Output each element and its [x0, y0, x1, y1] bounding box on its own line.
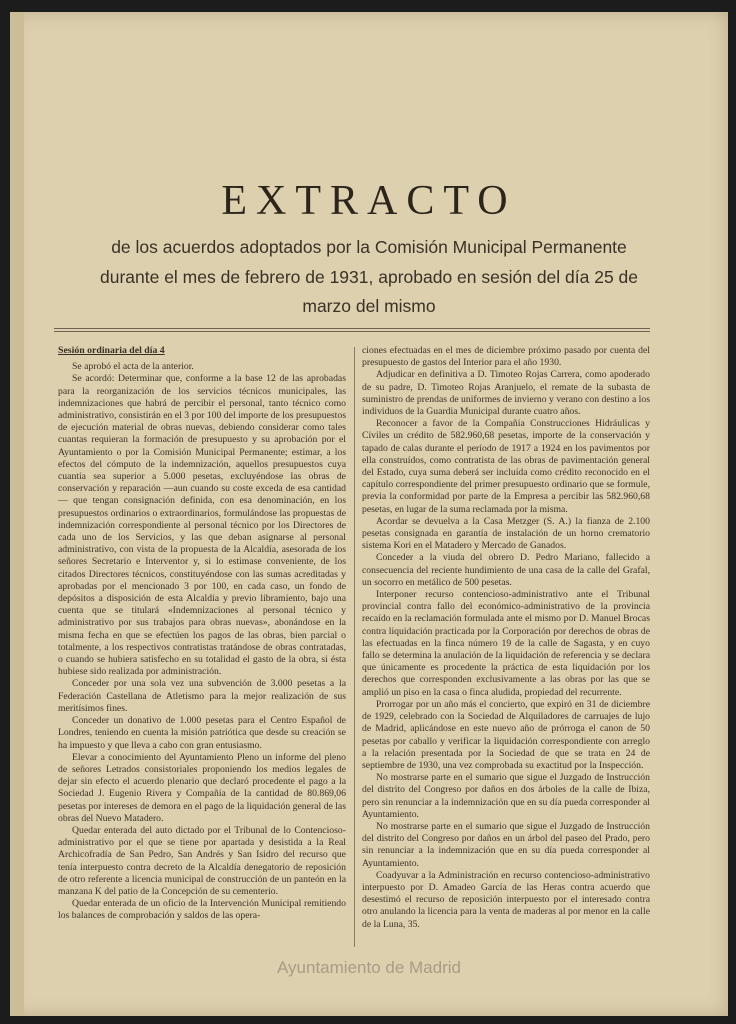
document-page	[10, 12, 728, 1016]
left-column	[58, 345, 346, 923]
page-edge	[10, 12, 24, 1016]
paragraph: Quedar enterada de un oficio de la Intervención Municipal remitiendo los balances de comprobación y saldos de las opera-	[58, 898, 346, 922]
paragraph: Conceder por una sola vez una subvención de 3.000 pesetas a la Federación Castellana de Atletismo para la mejor realización de sus meritísimos fines.	[58, 678, 346, 714]
subtitle-line-2: durante el mes de febrero de 1931, aprobado en sesión del día 25 de	[99, 267, 639, 287]
paragraph: Coadyuvar a la Administración en recurso contencioso-administrativo interpuesto por D. Amadeo García de las Heras contra acuerdo que desestimó el recurso de reposición interpuesto por el interesado contra otro anulando la licencia para la venta de maderas al por menor en la calle de la Luna, 35.	[362, 869, 650, 930]
right-column	[362, 345, 650, 931]
session-heading: Sesión ordinaria del día 4	[58, 345, 165, 356]
watermark: Ayuntamiento de Madrid	[277, 958, 461, 977]
paragraph: Se aprobó el acta de la anterior.	[72, 361, 194, 373]
paragraph: Conceder un donativo de 1.000 pesetas para el Centro Español de Londres, teniendo en cuenta la misión patriótica que desde su creación se ha impuesto y que lleva a cabo con gran entusiasmo.	[58, 715, 346, 751]
subtitle-line-1: de los acuerdos adoptados por la Comisión Municipal Permanente	[111, 237, 627, 257]
double-rule-bottom	[54, 331, 650, 332]
paragraph: ciones efectuadas en el mes de diciembre próximo pasado por cuenta del presupuesto de gastos del Interior para el año 1930.	[362, 345, 650, 369]
paragraph: Acordar se devuelva a la Casa Metzger (S. A.) la fianza de 2.100 pesetas consignada en garantía de instalación de un horno crematorio sistema Kori en el Matadero y Mercado de Ganados.	[362, 515, 650, 552]
double-rule-top	[54, 328, 650, 329]
paragraph: Elevar a conocimiento del Ayuntamiento Pleno un informe del pleno de señores Letrados consistoriales proponiendo los medios legales de dejar sin efecto el acuerdo plenario que declaró procedente el pago a la Sociedad J. Eugenio Rivera y Compañía de la cantidad de 80.869,06 pesetas por intereses de demora en el pago de la liquidación general de las obras del Nuevo Matadero.	[58, 751, 346, 824]
paragraph: No mostrarse parte en el sumario que sigue el Juzgado de Instrucción del distrito del Congreso por daños en un árbol del paseo del Prado, pero sin renunciar a la indemnización que en su día pueda corresponder al Ayuntamiento.	[362, 820, 650, 869]
column-divider	[354, 347, 355, 947]
paragraph: Quedar enterada del auto dictado por el Tribunal de lo Contencioso-administrativo por el que se tiene por apartada y desistida a la Real Archicofradía de San Pedro, San Andrés y San Isidro del recurso que tenía interpuesto contra decreto de la Alcaldía denegatorio de reposición de otro referente a licencia municipal de construcción de un panteón en la manzana K del patio de la Concepción de su cementerio.	[58, 824, 346, 897]
paragraph: Prorrogar por un año más el concierto, que expiró en 31 de diciembre de 1929, celebrado con la Sociedad de Alquiladores de carruajes de lujo de Madrid, aplicándose en este nuevo año de prórroga el canon de 50 pesetas por caballo y verificar la liquidación correspondiente con arreglo a la relación presentada por la Sociedad de que se trata en 24 de septiembre de 1930, una vez comprobada su exactitud por la Inspección.	[362, 698, 650, 771]
paragraph: Reconocer a favor de la Compañía Construcciones Hidráulicas y Civiles un crédito de 582.960,68 pesetas, importe de la conservación y tapado de calas durante el período de 1917 a 1924 en los pavimentos por ella construídos, como contratista de las obras de pavimentación general del Estado, cuya suma deberá ser incluída como crédito reconocido en el capítulo correspondiente del primer presupuesto ordinario que se formule, previa la conformidad por parte de la Empresa a percibir las 582.960,68 pesetas, en lugar de la suma reclamada por la misma.	[362, 418, 650, 515]
page-title: EXTRACTO	[221, 178, 517, 224]
paragraph: Adjudicar en definitiva a D. Timoteo Rojas Carrera, como apoderado de su padre, D. Timoteo Rojas Aranjuelo, el remate de la subasta de suministro de prendas de uniformes de invierno y verano con destino a los individuos de la Guardia Municipal durante cuatro años.	[362, 369, 650, 418]
paragraph: Se acordó: Determinar que, conforme a la base 12 de las aprobadas para la reorganización de los servicios técnicos municipales, las indemnizaciones que habrá de percibir el personal, tanto técnico como administrativo, consistirán en el 3 por 100 del importe de los presupuestos de ejecución material de obras nuevas, debiendo considerar como tales cuantas requieran la formación de presupuesto y su aprobación por el Ayuntamiento o por la Comisión Municipal Permanente; estimar, a los efectos del cómputo de la indemnización, aquellos presupuestos cuya cuantía sea superior a 5.000 pesetas, excluyéndose las obras de conservación y reparación —aun cuando su coste exceda de esa cantidad— que tengan consignación definida, con esa denominación, en los presupuestos ordinarios o extraordinarios, formulándose las propuestas de indemnización correspondiente al personal técnico por los Directores de cada uno de los Servicios, y las que deban asignarse al personal administrativo, con vista de la propuesta de la Alcaldía, asesorada de los señores Secretario e Interventor y, si lo estimase conveniente, de los citados Directores técnicos, constituyéndose con las sumas acreditadas y aprobadas por el mencionado 3 por 100, en cada caso, un fondo de depósitos a disposición de esta Alcaldía y previo libramiento, bajo una cuenta que se titulará «Indemnizaciones al personal técnico y administrativo por sus trabajos para obras nuevas», abonándose en la misma fecha en que se efectúen los pagos de las obras, bien parcial o totalmente, a los respectivos contratistas tratándose de obras contratadas, o cuando se hubiera satisfecho en su totalidad el gasto de la obra, si ésta hubiese sido realizada por administración.	[58, 373, 346, 678]
paragraph: Interponer recurso contencioso-administrativo ante el Tribunal provincial contra fallo del económico-administrativo de la provincia recaído en la reclamación formulada ante el mismo por D. Manuel Brocas contra liquidación practicada por la Corporación por derechos de obras de las efectuadas en la finca número 19 de la calle de Sagasta, y en cuyo fallo se determina la anulación de la liquidación de referencia y se declara que únicamente es procedente la práctica de esta liquidación por los derechos que corresponden exclusivamente a las obras por las que se amplió un piso en la casa o finca aludida, propiedad del recurrente.	[362, 589, 650, 698]
paragraph: Conceder a la viuda del obrero D. Pedro Mariano, fallecido a consecuencia del reciente hundimiento de una casa de la calle del Grafal, un socorro en metálico de 500 pesetas.	[362, 552, 650, 588]
paragraph: No mostrarse parte en el sumario que sigue el Juzgado de Instrucción del distrito del Congreso por daños en dos árboles de la calle de Ibiza, pero sin renunciar a la indemnización que en su día pueda corresponder al Ayuntamiento.	[362, 772, 650, 820]
subtitle-line-3: marzo del mismo	[302, 296, 436, 316]
